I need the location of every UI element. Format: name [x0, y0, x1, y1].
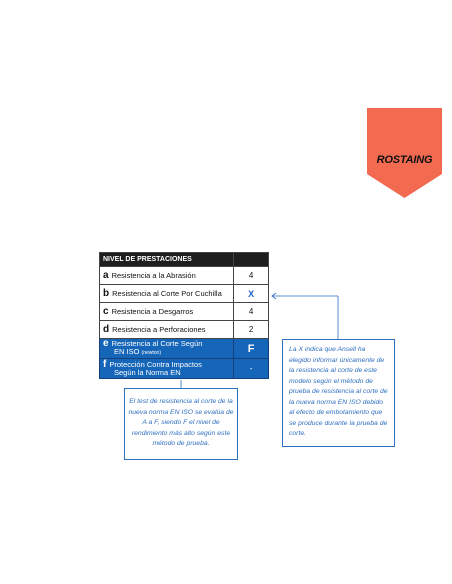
- row-label: Resistencia a Desgarros: [111, 307, 194, 316]
- row-letter: e: [103, 338, 109, 349]
- row-letter: c: [103, 306, 109, 317]
- row-label-line2: Según la Norma EN: [114, 367, 181, 377]
- row-label: Resistencia al Corte Por Cuchilla: [112, 289, 222, 298]
- row-label: Resistencia a la Abrasión: [111, 271, 196, 280]
- note-iso-scale: El test de resistencia al corte de la nueva norma EN ISO se evalúa de A a F, siendo F el nivel de rendimiento más alto según este método de prueba.: [124, 388, 238, 460]
- row-label-line1: Protección Contra Impactos: [109, 359, 202, 369]
- row-value-f: F: [234, 339, 269, 359]
- row-letter: a: [103, 270, 109, 281]
- brand-logo-text: ROSTAING: [376, 154, 433, 166]
- row-value: 4: [234, 267, 269, 285]
- row-value: 2: [234, 321, 269, 339]
- row-letter: b: [103, 288, 110, 299]
- row-label-line1: Resistencia al Corte Según: [111, 339, 203, 348]
- row-label: Resistencia a Perforaciones: [112, 325, 206, 334]
- row-value-dash: -: [234, 359, 269, 379]
- table-header: NIVEL DE PRESTACIONES: [100, 253, 234, 267]
- row-value-x: X: [234, 285, 269, 303]
- row-letter: f: [103, 358, 107, 370]
- row-label-line2: EN ISO: [114, 347, 140, 356]
- note-x-explanation: La X indica que Ansell ha elegido informar únicamente de la resistencia al corte de este modelo según el método de prueba de resistencia al corte de la nueva norma EN ISO debido al efecto de embotamiento que se produce durante la prueba de corte.: [282, 339, 395, 447]
- row-label-unit: (newton): [141, 350, 161, 356]
- row-value: 4: [234, 303, 269, 321]
- row-letter: d: [103, 324, 110, 335]
